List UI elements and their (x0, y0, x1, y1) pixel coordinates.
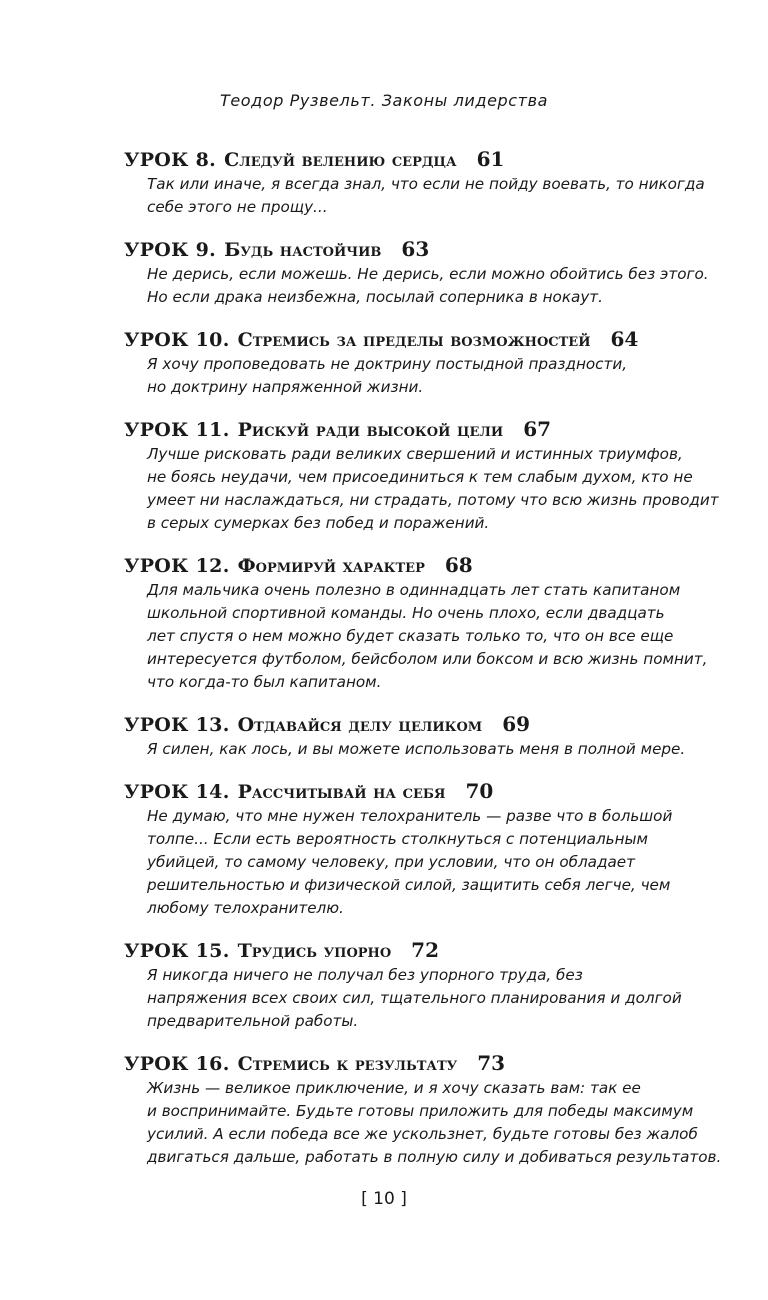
page-reference: 72 (411, 938, 439, 962)
page-reference: 68 (444, 553, 473, 577)
lesson-number: УРОК 11. (124, 419, 230, 441)
table-of-contents (124, 146, 722, 1186)
toc-entry (124, 937, 704, 1033)
toc-entry (124, 236, 709, 309)
quote-line: Так или иначе, я всегда знал, что если не пойду воевать, то никогда (147, 175, 705, 193)
lesson-quote (147, 805, 704, 920)
lesson-quote (147, 443, 719, 535)
page-reference: 67 (523, 417, 552, 441)
quote-line: Не думаю, что мне нужен телохранитель — разве что в большой (147, 807, 673, 825)
running-header: Теодор Рузвельт. Законы лидерства (219, 91, 549, 110)
lesson-title: Следуй велению сердца (224, 149, 457, 171)
page-reference: 73 (477, 1051, 506, 1075)
quote-line: Не дерись, если можешь. Не дерись, если можно обойтись без этого. (147, 265, 709, 283)
lesson-number: УРОК 12. (124, 555, 230, 577)
toc-entry (124, 1050, 722, 1169)
quote-line: Я силен, как лось, и вы можете использовать меня в полной мере. (147, 740, 686, 758)
quote-line: что когда-то был капитаном. (147, 673, 382, 691)
entry-title-line (124, 937, 704, 964)
lesson-title: Рассчитывай на себя (237, 781, 446, 803)
lesson-quote (147, 1077, 722, 1169)
lesson-quote (147, 738, 704, 761)
toc-entry (124, 552, 708, 694)
lesson-title: Стремись за пределы возможностей (237, 329, 591, 351)
quote-line: Лучше рисковать ради великих свершений и истинных триумфов, (147, 445, 683, 463)
toc-entry (124, 711, 704, 761)
lesson-number: УРОК 8. (124, 149, 217, 171)
lesson-number: УРОК 16. (124, 1053, 230, 1075)
lesson-title: Трудись упорно (237, 940, 392, 962)
lesson-title: Рискуй ради высокой цели (237, 419, 504, 441)
lesson-number: УРОК 10. (124, 329, 230, 351)
lesson-number: УРОК 13. (124, 714, 230, 736)
quote-line: решительностью и физической силой, защитить себя легче, чем (147, 876, 671, 894)
quote-line: не боясь неудачи, чем присоединиться к тем слабым духом, кто не (147, 468, 693, 486)
entry-title-line (124, 711, 704, 738)
entry-title-line (124, 552, 704, 579)
quote-line: предварительной работы. (147, 1012, 359, 1030)
page-reference: 63 (401, 237, 430, 261)
lesson-number: УРОК 15. (124, 940, 230, 962)
toc-entry (124, 778, 704, 920)
lesson-title: Формируй характер (237, 555, 425, 577)
page-reference: 69 (502, 712, 531, 736)
lesson-title: Будь настойчив (224, 239, 382, 261)
entry-title-line (124, 236, 704, 263)
page-reference: 61 (476, 147, 505, 171)
entry-title-line (124, 326, 704, 353)
page-reference: 64 (610, 327, 639, 351)
quote-line: но доктрину напряженной жизни. (147, 378, 424, 396)
lesson-number: УРОК 9. (124, 239, 217, 261)
entry-title-line (124, 146, 704, 173)
entry-title-line (124, 1050, 704, 1077)
quote-line: толпе... Если есть вероятность столкнуться с потенциальным (147, 830, 648, 848)
quote-line: убийцей, то самому человеку, при условии, что он обладает (147, 853, 635, 871)
entry-title-line (124, 416, 704, 443)
quote-line: лет спустя о нем можно будет сказать только то, что он все еще (147, 627, 674, 645)
lesson-quote (147, 579, 708, 694)
quote-line: Жизнь — великое приключение, и я хочу сказать вам: так ее (147, 1079, 641, 1097)
quote-line: умеет ни наслаждаться, ни страдать, потому что всю жизнь проводит (147, 491, 719, 509)
lesson-number: УРОК 14. (124, 781, 230, 803)
quote-line: усилий. А если победа все же ускользнет, будьте готовы без жалоб (147, 1125, 698, 1143)
quote-line: и воспринимайте. Будьте готовы приложить для победы максимум (147, 1102, 694, 1120)
lesson-quote (147, 173, 704, 219)
quote-line: интересуется футболом, бейсболом или боксом и всю жизнь помнит, (147, 650, 708, 668)
quote-line: в серых сумерках без побед и поражений. (147, 514, 490, 532)
entry-title-line (124, 778, 704, 805)
quote-line: Я никогда ничего не получал без упорного труда, без (147, 966, 583, 984)
page-reference: 70 (465, 779, 494, 803)
toc-entry (124, 326, 704, 399)
quote-line: Но если драка неизбежна, посылай соперника в нокаут. (147, 288, 603, 306)
toc-entry (124, 416, 719, 535)
quote-line: Для мальчика очень полезно в одиннадцать лет стать капитаном (147, 581, 681, 599)
lesson-title: Стремись к результату (237, 1053, 458, 1075)
quote-line: двигаться дальше, работать в полную силу и добиваться результатов. (147, 1148, 722, 1166)
toc-entry (124, 146, 704, 219)
lesson-quote (147, 353, 704, 399)
lesson-quote (147, 964, 704, 1033)
quote-line: напряжения всех своих сил, тщательного планирования и долгой (147, 989, 682, 1007)
quote-line: Я хочу проповедовать не доктрину постыдной праздности, (147, 355, 628, 373)
quote-line: школьной спортивной команды. Но очень плохо, если двадцать (147, 604, 665, 622)
lesson-quote (147, 263, 709, 309)
page-number: [ 10 ] (361, 1189, 407, 1209)
lesson-title: Отдавайся делу целиком (237, 714, 483, 736)
quote-line: любому телохранителю. (147, 899, 344, 917)
quote-line: себе этого не прощу... (147, 198, 328, 216)
